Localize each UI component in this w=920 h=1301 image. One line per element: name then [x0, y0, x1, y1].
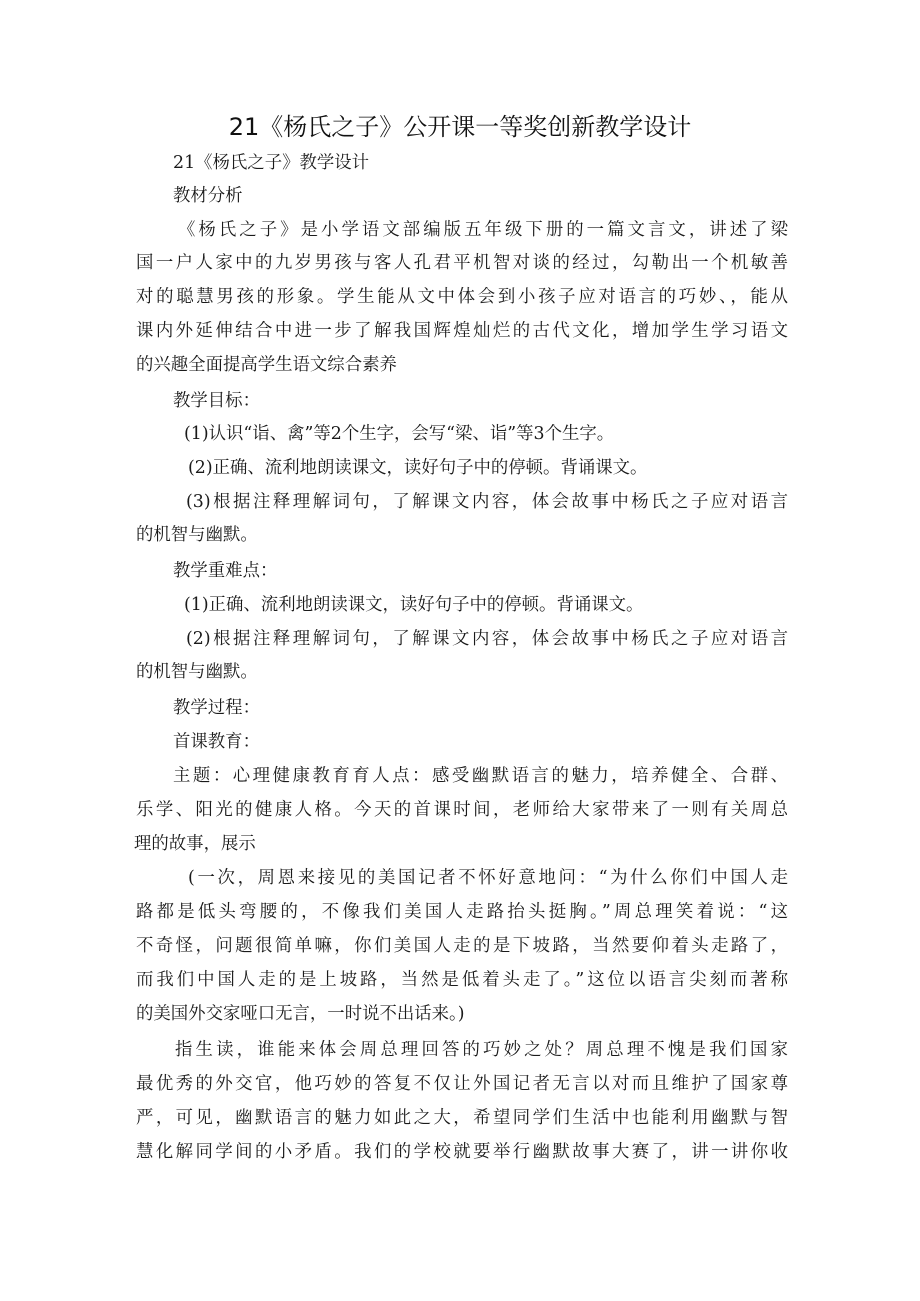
paragraph-line: 乐学、阳光的健康人格。今天的首课时间，老师给大家带来了一则有关周总 [136, 800, 788, 820]
story-line: 路都是低头弯腰的，不像我们美国人走路抬头挺胸。”周总理笑着说：“这 [136, 902, 788, 922]
section-heading-goals: 教学目标： [173, 391, 260, 411]
story-line: (一次，周恩来接见的美国记者不怀好意地问：“为什么你们中国人走 [188, 868, 788, 888]
paragraph-line: 国一户人家中的九岁男孩与客人孔君平机智对谈的经过，勾勒出一个机敏善 [136, 253, 788, 273]
paragraph-line: 主题：心理健康教育育人点：感受幽默语言的魅力，培养健全、合群、 [173, 766, 788, 786]
lesson-subtitle: 21《杨氏之子》教学设计 [173, 153, 370, 173]
story-line: 而我们中国人走的是上坡路，当然是低着头走了。”这位以语言尖刻而著称 [136, 970, 788, 990]
paragraph-line: 理的故事，展示 [134, 834, 256, 854]
section-heading-material: 教材分析 [173, 186, 243, 206]
paragraph-line: 的兴趣全面提高学生语文综合素养 [136, 355, 397, 375]
section-heading-process: 教学过程： [173, 698, 260, 718]
story-line: 的美国外交家哑口无言，一时说不出话来。) [136, 1004, 465, 1024]
key-point-item: (1)正确、流利地朗读课文，读好句子中的停顿。背诵课文。 [184, 595, 644, 615]
paragraph-line: 慧化解同学间的小矛盾。我们的学校就要举行幽默故事大赛了，讲一讲你收 [136, 1142, 788, 1162]
key-point-item: (2)根据注释理解词句，了解课文内容，体会故事中杨氏之子应对语言 [186, 629, 788, 649]
goal-item: (2)正确、流利地朗读课文，读好句子中的停顿。背诵课文。 [188, 458, 648, 478]
section-heading-key-points: 教学重难点： [173, 561, 278, 581]
paragraph-line: 指生读，谁能来体会周总理回答的巧妙之处？周总理不愧是我们国家 [175, 1040, 788, 1060]
paragraph-line: 严，可见，幽默语言的魅力如此之大，希望同学们生活中也能利用幽默与智 [136, 1108, 788, 1128]
paragraph-line: 最优秀的外交官，他巧妙的答复不仅让外国记者无言以对而且维护了国家尊 [136, 1074, 788, 1094]
paragraph-line: 对的聪慧男孩的形象。学生能从文中体会到小孩子应对语言的巧妙、，能从 [136, 287, 788, 307]
story-line: 不奇怪，问题很简单嘛，你们美国人走的是下坡路，当然要仰着头走路了， [136, 936, 788, 956]
paragraph-line: 课内外延伸结合中进一步了解我国辉煌灿烂的古代文化，增加学生学习语文 [136, 321, 788, 341]
paragraph-line: 《杨氏之子》是小学语文部编版五年级下册的一篇文言文，讲述了梁 [178, 220, 788, 240]
goal-item: (1)认识“诣、禽”等2个生字，会写“梁、诣”等3个生字。 [184, 424, 615, 444]
document-title: 21《杨氏之子》公开课一等奖创新教学设计 [228, 113, 692, 141]
goal-item-continuation: 的机智与幽默。 [136, 525, 258, 545]
section-heading-first-lesson: 首课教育： [173, 732, 260, 752]
key-point-item-continuation: 的机智与幽默。 [136, 662, 258, 682]
goal-item: (3)根据注释理解词句，了解课文内容，体会故事中杨氏之子应对语言 [186, 492, 788, 512]
